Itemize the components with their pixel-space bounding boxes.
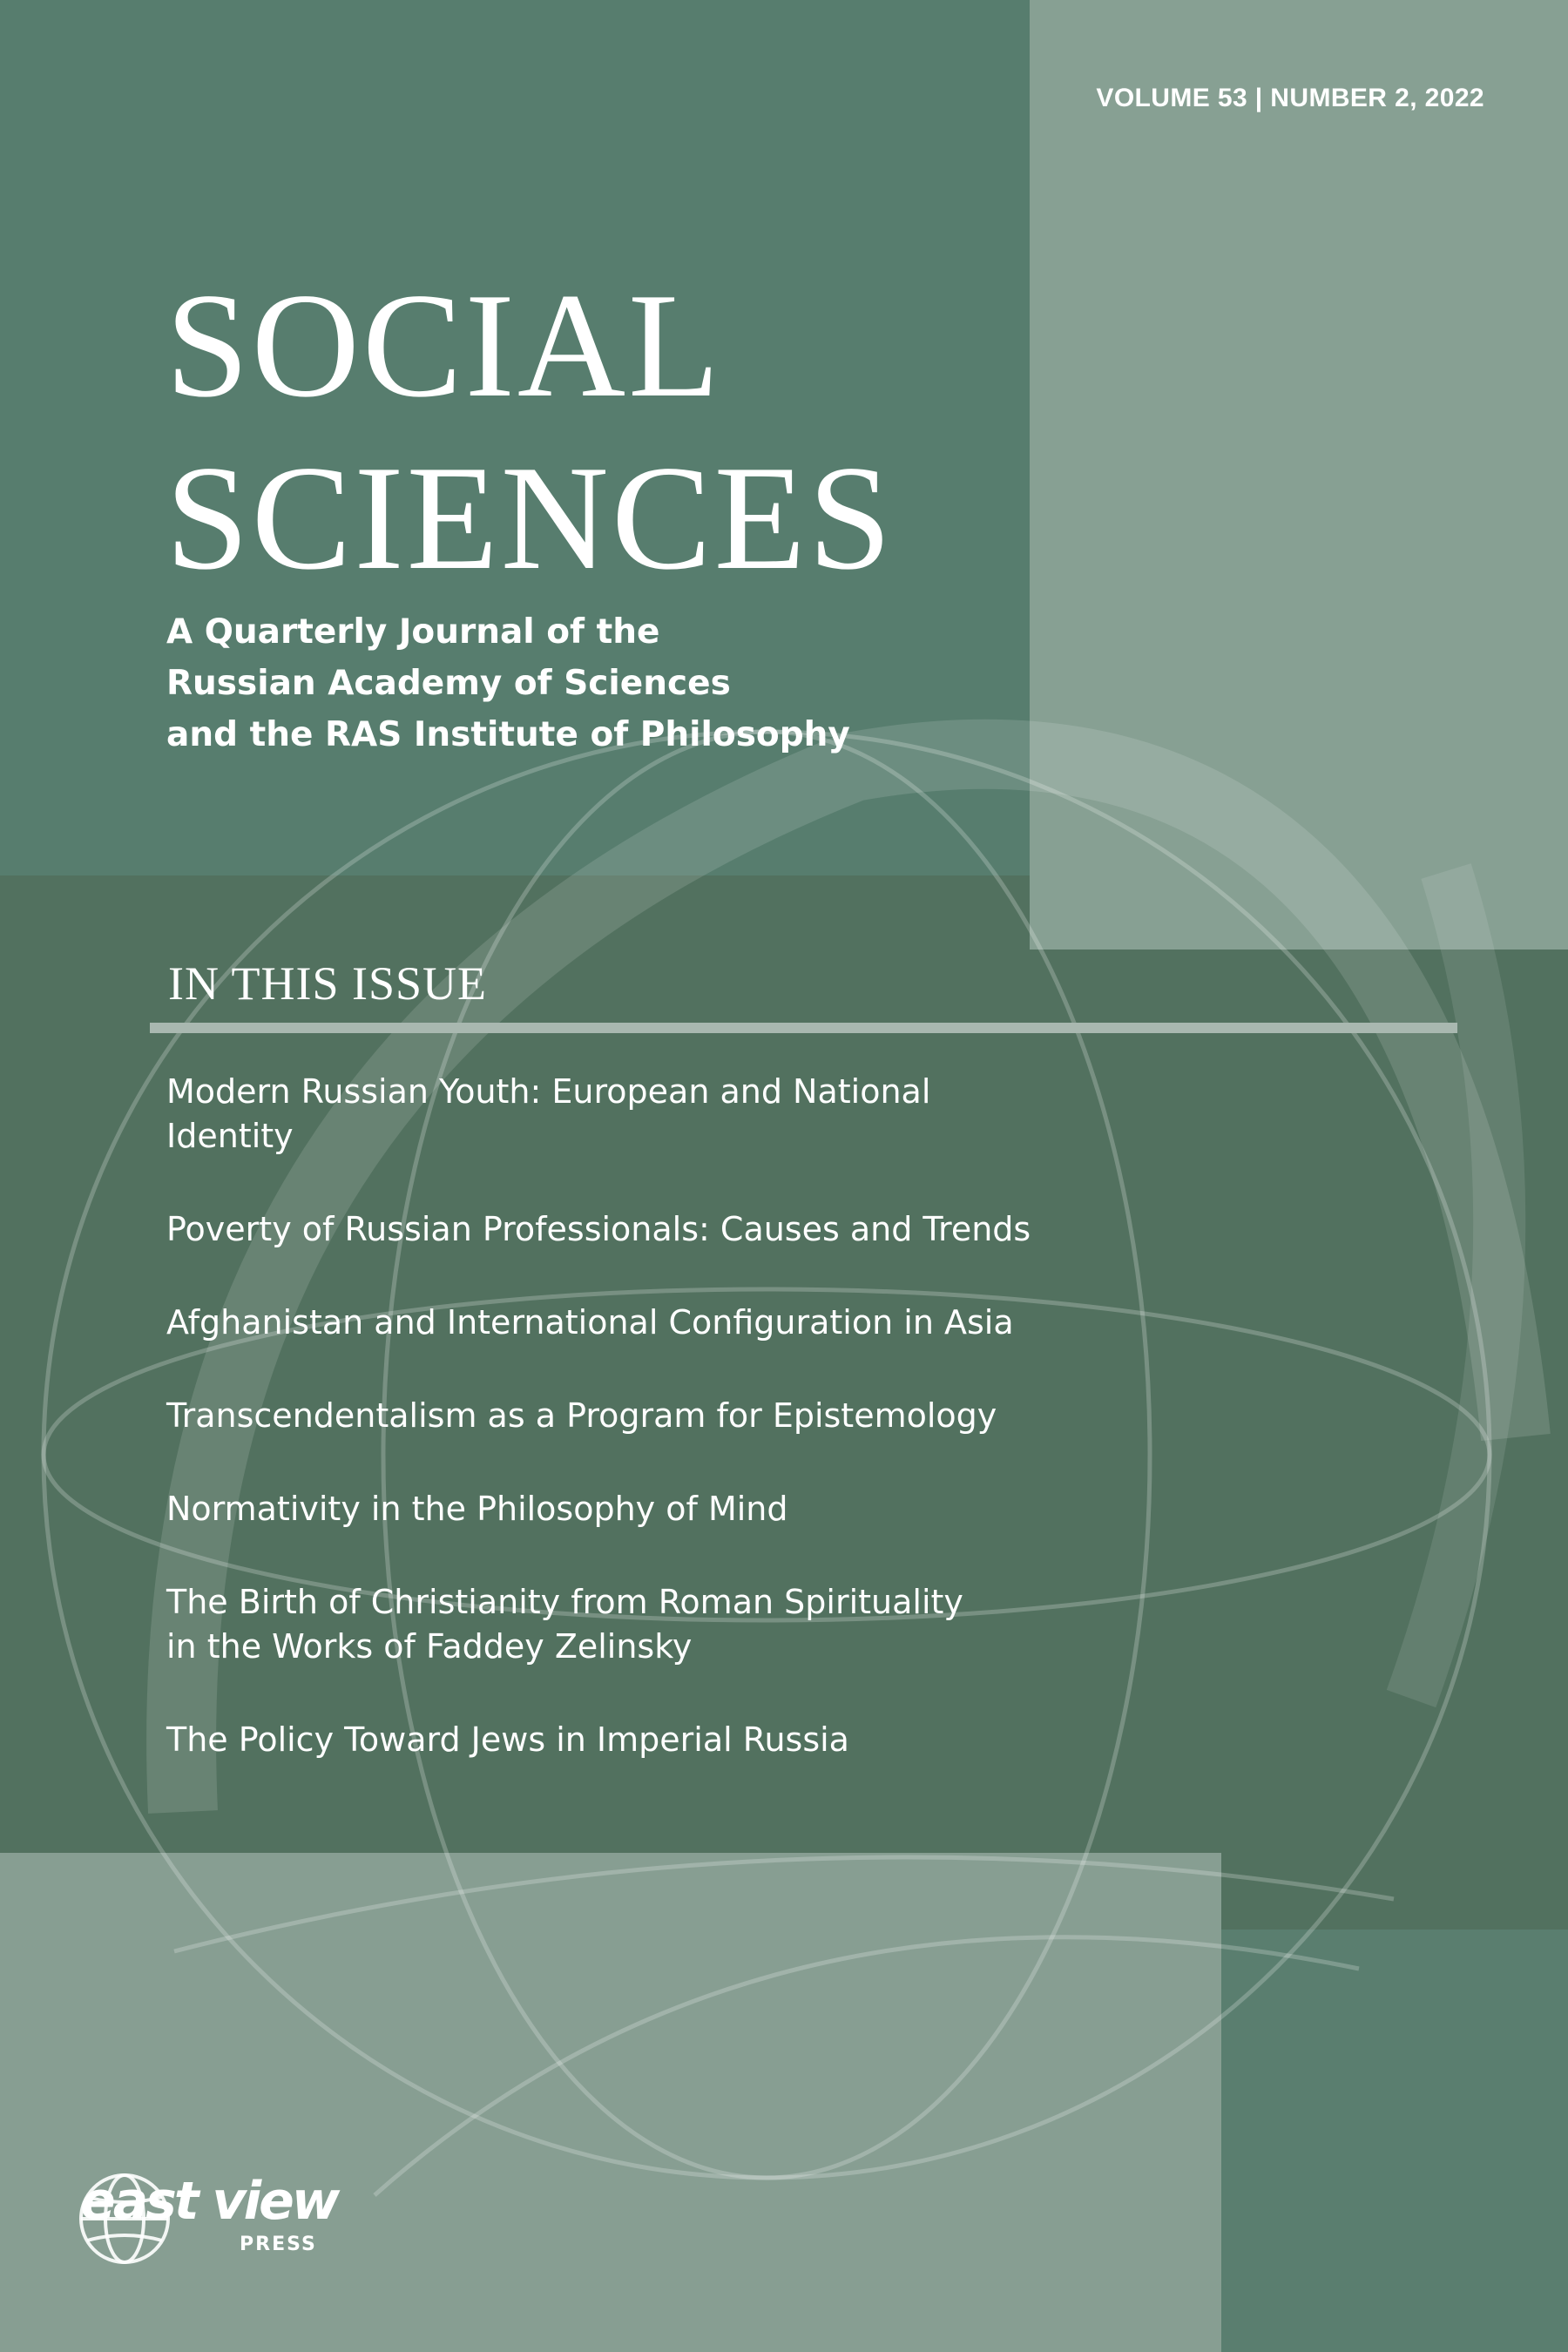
article-item [166, 1070, 1031, 1159]
article-title-line: Afghanistan and International Configuration in Asia [166, 1303, 1014, 1342]
journal-subtitle [166, 606, 850, 760]
publisher-name: east view [80, 2171, 338, 2232]
article-title-line: Normativity in the Philosophy of Mind [166, 1490, 788, 1528]
article-item [166, 1487, 1031, 1531]
volume-number: VOLUME 53 | NUMBER 2, 2022 [1096, 84, 1484, 112]
journal-title-line-1: SOCIAL [166, 263, 723, 429]
heading-divider [150, 1023, 1457, 1033]
article-item [166, 1301, 1031, 1345]
article-title-line: Transcendentalism as a Program for Epistemology [166, 1396, 997, 1435]
in-this-issue-heading: IN THIS ISSUE [168, 957, 488, 1010]
bottom-left-panel [0, 1853, 1221, 2352]
article-title-line: Poverty of Russian Professionals: Causes and Trends [166, 1210, 1031, 1248]
publisher-sub: PRESS [240, 2234, 317, 2255]
article-title-line: in the Works of Faddey Zelinsky [166, 1627, 693, 1666]
article-title-line: The Policy Toward Jews in Imperial Russia [166, 1720, 849, 1759]
article-item [166, 1207, 1031, 1252]
journal-subtitle-line-1: A Quarterly Journal of the [166, 612, 660, 652]
journal-title [166, 260, 894, 605]
publisher-logo [80, 2171, 376, 2274]
journal-title-line-2: SCIENCES [166, 436, 895, 601]
article-title-line: The Birth of Christianity from Roman Spirituality [166, 1583, 963, 1621]
top-right-panel [1030, 0, 1568, 950]
article-item [166, 1718, 1031, 1762]
article-item [166, 1580, 1031, 1669]
article-item [166, 1394, 1031, 1438]
background-corner-block [1221, 1930, 1568, 2352]
article-list [166, 1070, 1031, 1811]
journal-subtitle-line-2: Russian Academy of Sciences [166, 664, 731, 703]
article-title-line: Modern Russian Youth: European and National [166, 1072, 931, 1111]
journal-subtitle-line-3: and the RAS Institute of Philosophy [166, 715, 850, 754]
article-title-line: Identity [166, 1117, 294, 1155]
